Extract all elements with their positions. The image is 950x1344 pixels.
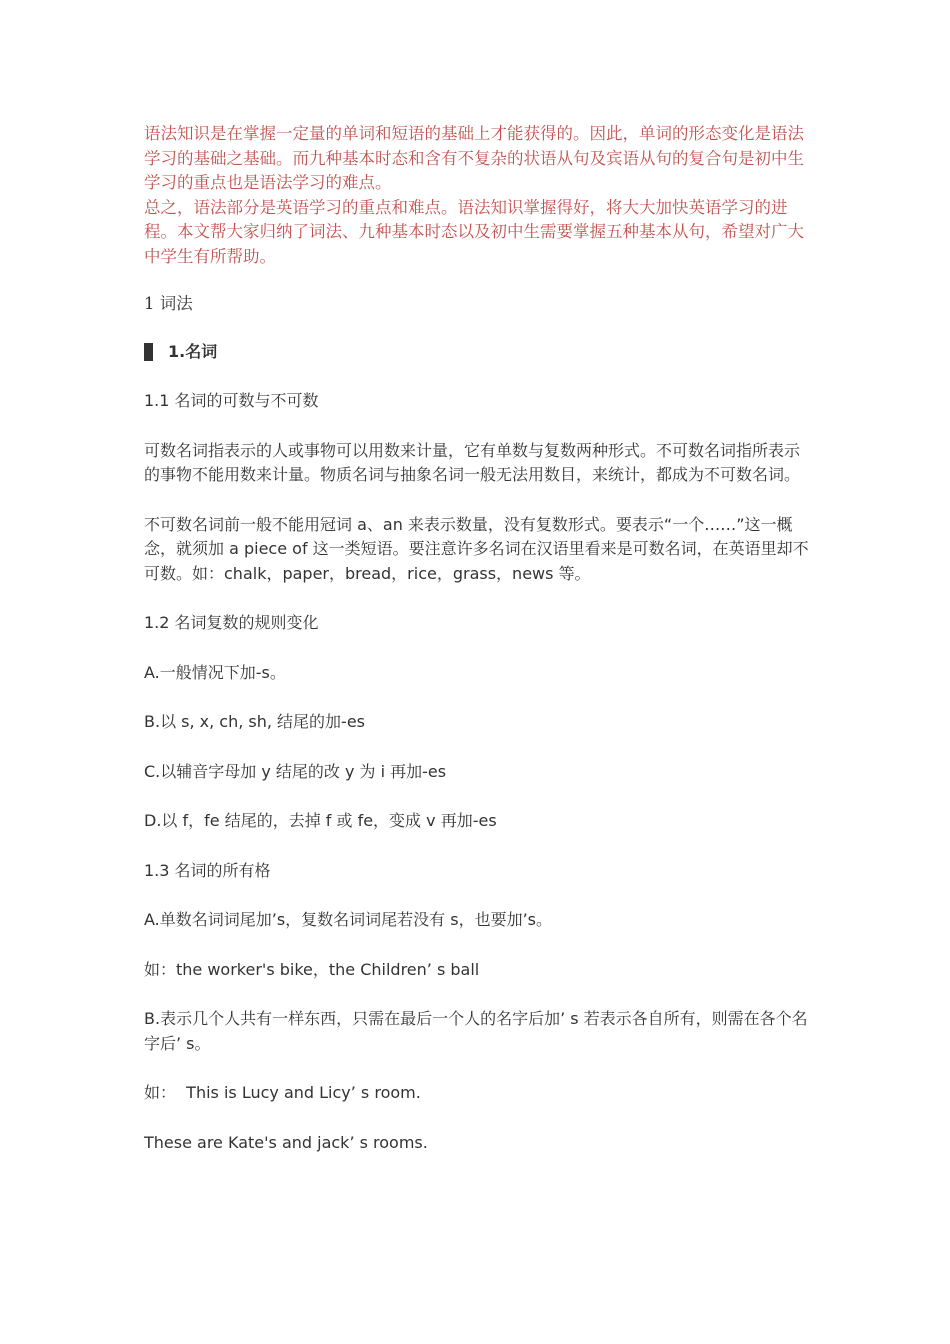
subsection-heading [144, 340, 810, 364]
subheading-1-1: 1.1 名词的可数与不可数 [144, 391, 319, 410]
possessive-example-b1: 如： This is Lucy and Licy’ s room. [144, 1083, 421, 1102]
rule-c: C.以辅音字母加 y 结尾的改 y 为 i 再加-es [144, 761, 447, 781]
possessive-example-a: 如：the worker's bike，the Children’ s ball [144, 959, 480, 979]
paragraph-uncountable: 不可数名词前一般不能用冠词 a、an 来表示数量，没有复数形式。要表示“一个……”这一概念，就须加 a piece of 这一类短语。要注意许多名词在汉语里看来是可数名词，在英语里却不可数。如：chalk，paper，bread，rice，grass，news 等。 [144, 514, 809, 583]
rule-b: B.以 s, x, ch, sh, 结尾的加-es [144, 712, 366, 731]
document-page [144, 122, 810, 1155]
section-title: 1 词法 [144, 294, 193, 313]
possessive-rule-b: B.表示几个人共有一样东西，只需在最后一个人的名字后加’ s 若表示各自所有，则需在各个名字后’ s。 [144, 1009, 808, 1053]
possessive-example-b2: These are Kate's and jack’ s rooms. [144, 1132, 428, 1152]
paragraph-countable: 可数名词指表示的人或事物可以用数来计量，它有单数与复数两种形式。不可数名词指所表示的事物不能用数来计量。物质名词与抽象名词一般无法用数目，来统计，都成为不可数名词。 [144, 440, 801, 484]
intro-paragraph-1: 语法知识是在掌握一定量的单词和短语的基础上才能获得的。因此，单词的形态变化是语法学习的基础之基础。而九种基本时态和含有不复杂的状语从句及宾语从句的复合句是初中生学习的重点也是语法学习的难点。 [144, 124, 804, 192]
rule-d: D.以 f，fe 结尾的，去掉 f 或 fe，变成 v 再加-es [144, 811, 497, 830]
rule-a: A.一般情况下加-s。 [144, 662, 286, 682]
intro-paragraph-2: 总之，语法部分是英语学习的重点和难点。语法知识掌握得好，将大大加快英语学习的进程。本文帮大家归纳了词法、九种基本时态以及初中生需要掌握五种基本从句，希望对广大中学生有所帮助。 [144, 197, 804, 266]
subheading-1-2: 1.2 名词复数的规则变化 [144, 613, 319, 632]
subsection-heading-label: 1.名词 [168, 342, 218, 361]
possessive-rule-a: A.单数名词词尾加’s，复数名词词尾若没有 s，也要加’s。 [144, 910, 553, 929]
heading-bar-icon [144, 343, 153, 361]
subheading-1-3: 1.3 名词的所有格 [144, 860, 271, 880]
